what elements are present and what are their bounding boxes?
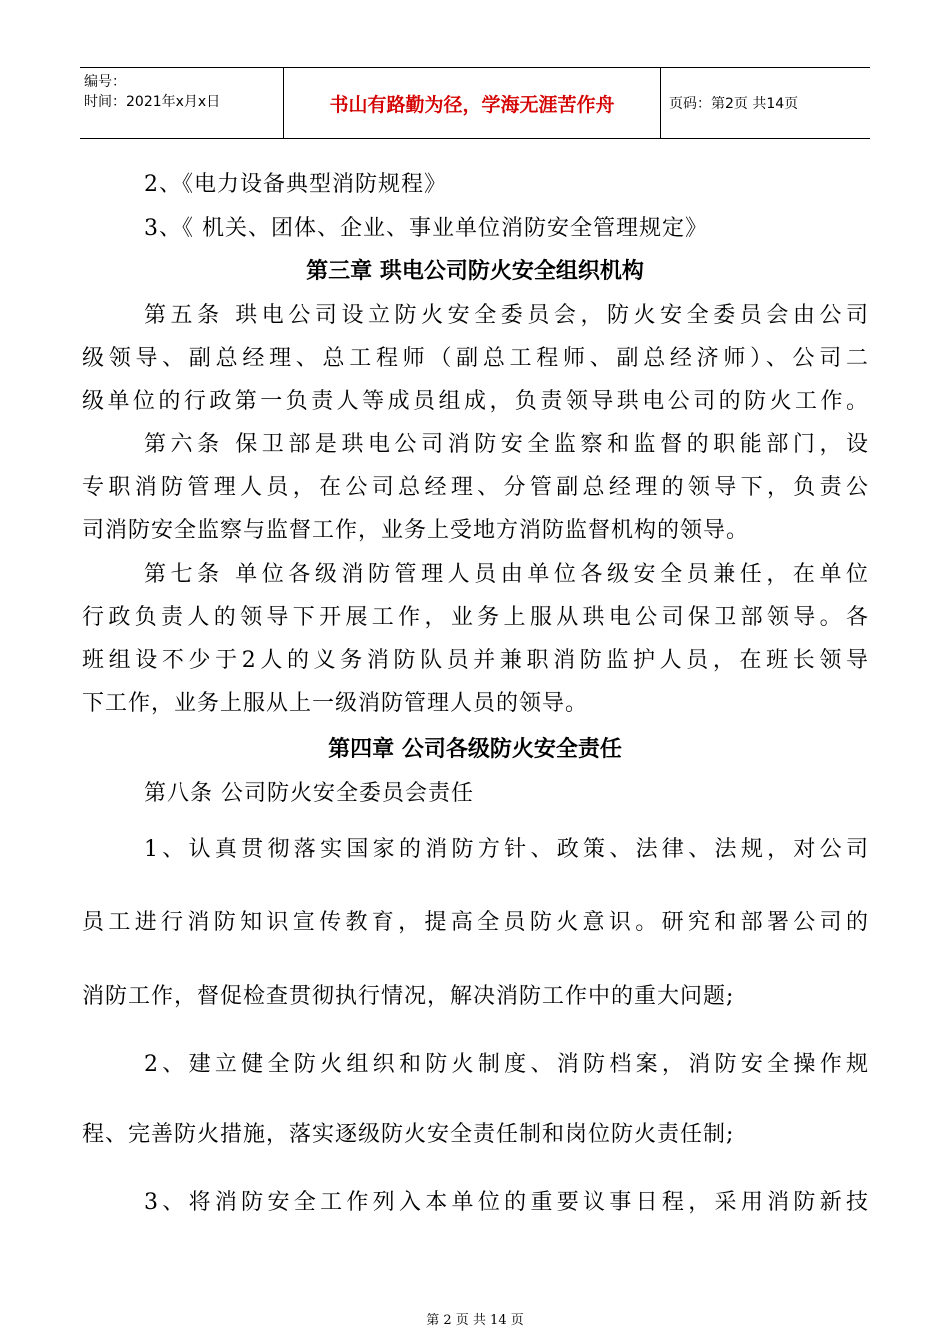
reference-2: 2、《电力设备典型消防规程》 [144,172,447,197]
article-6-line-3: 司消防安全监察与监督工作，业务上受地方消防监督机构的领导。 [82,518,750,543]
item-1-line-2: 员工进行消防知识宣传教育，提高全员防火意识。研究和部署公司的 [82,910,868,935]
page-footer: 第 2 页 共 14 页 [426,1313,524,1328]
article-7-line-2: 行政负责人的领导下开展工作，业务上服从珙电公司保卫部领导。各 [82,605,868,630]
chapter-3-title: 第三章 珙电公司防火安全组织机构 [306,259,644,284]
article-6-line-1: 第六条 保卫部是珙电公司消防安全监察和监督的职能部门，设 [144,432,868,457]
chapter-4-title: 第四章 公司各级防火安全责任 [328,737,622,762]
article-7-line-3: 班组设不少于2人的义务消防队员并兼职消防监护人员，在班长领导 [82,648,868,673]
header-page-info: 页码：第2页 共14页 [669,96,799,112]
article-5-line-2: 级领导、副总经理、总工程师（副总工程师、副总经济师）、公司二 [82,346,868,371]
article-5-line-1: 第五条 珙电公司设立防火安全委员会，防火安全委员会由公司 [144,303,868,328]
article-6-line-2: 专职消防管理人员，在公司总经理、分管副总经理的领导下，负责公 [82,475,868,500]
header-meta [80,68,284,138]
article-5-line-3: 级单位的行政第一负责人等成员组成，负责领导珙电公司的防火工作。 [82,389,868,414]
reference-3: 3、《 机关、团体、企业、事业单位消防安全管理规定》 [144,216,708,241]
article-7-line-4: 下工作，业务上服从上一级消防管理人员的领导。 [82,691,589,716]
item-3-line-1: 3、将消防安全工作列入本单位的重要议事日程，采用消防新技 [144,1190,868,1215]
header-motto: 书山有路勤为径，学海无涯苦作舟 [284,68,661,138]
item-1-line-1: 1、认真贯彻落实国家的消防方针、政策、法律、法规，对公司 [144,837,868,862]
page-header [80,67,870,139]
header-number: 编号： [84,74,126,90]
item-2-line-2: 程、完善防火措施，落实逐级防火安全责任制和岗位防火责任制; [82,1122,735,1147]
header-time: 时间：2021年x月x日 [84,94,221,110]
item-2-line-1: 2、建立健全防火组织和防火制度、消防档案，消防安全操作规 [144,1052,868,1077]
item-1-line-3: 消防工作，督促检查贯彻执行情况，解决消防工作中的重大问题; [82,984,735,1009]
article-8: 第八条 公司防火安全委员会责任 [144,781,474,806]
article-7-line-1: 第七条 单位各级消防管理人员由单位各级安全员兼任，在单位 [144,562,868,587]
